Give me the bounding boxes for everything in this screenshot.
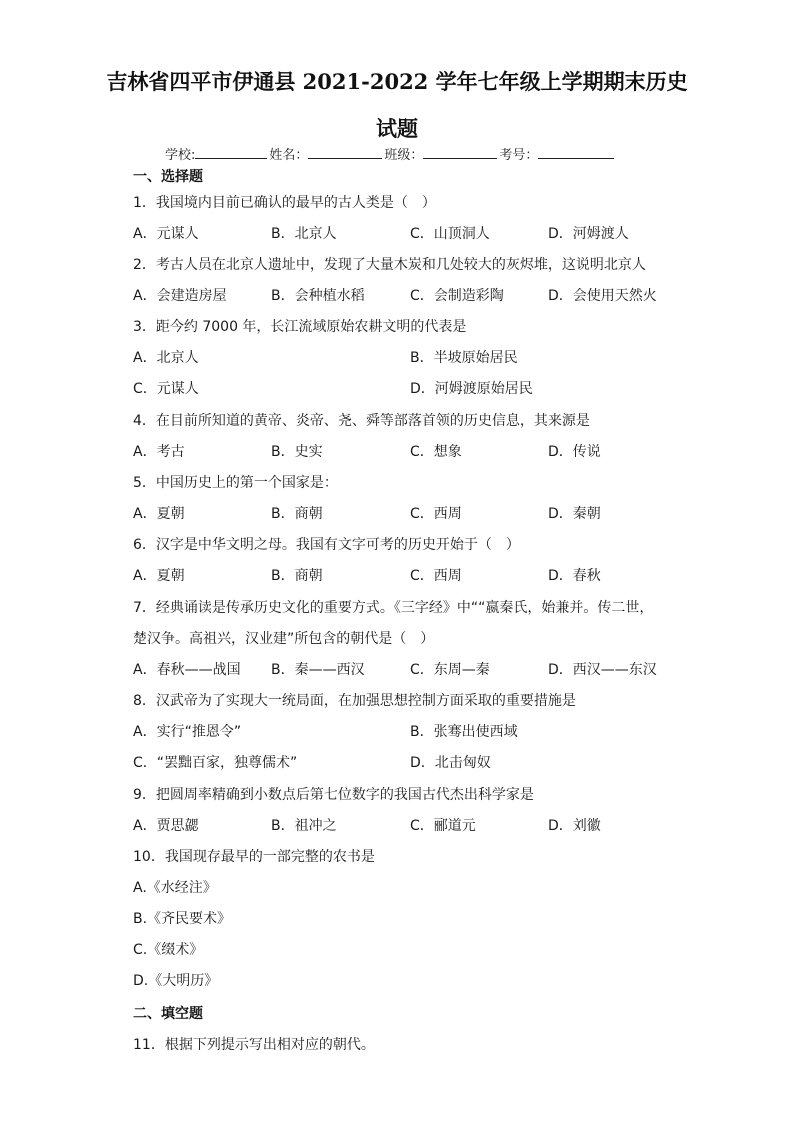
question-8-option-d[interactable]: D．北击匈奴	[410, 755, 491, 771]
question-10-stem: 10．我国现存最早的一部完整的农书是	[133, 849, 375, 865]
question-3-option-c[interactable]: C．元谋人	[133, 381, 199, 397]
question-4-option-a[interactable]: A．考古	[133, 444, 185, 460]
class-label: 班级：	[384, 148, 424, 163]
question-5-option-a[interactable]: A．夏朝	[133, 506, 185, 522]
question-7-option-c[interactable]: C．东周—秦	[410, 662, 490, 678]
section-choice-heading: 一、选择题	[133, 169, 203, 185]
class-blank[interactable]	[423, 144, 497, 159]
question-4-option-c[interactable]: C．想象	[410, 444, 462, 460]
question-1-stem: 1．我国境内目前已确认的最早的古人类是（ ）	[133, 195, 436, 211]
question-9-option-c[interactable]: C．郦道元	[410, 818, 476, 834]
school-label: 学校:	[165, 148, 196, 163]
exam-title-line-1: 吉林省四平市伊通县 2021-2022 学年七年级上学期期末历史	[106, 69, 688, 94]
question-4-option-d[interactable]: D．传说	[548, 444, 601, 460]
exam-title-line-2: 试题	[376, 116, 418, 141]
question-2-option-b[interactable]: B．会种植水稻	[271, 288, 365, 304]
question-1-option-a[interactable]: A．元谋人	[133, 226, 199, 242]
question-6-stem: 6．汉字是中华文明之母。我国有文字可考的历史开始于（ ）	[133, 537, 520, 553]
question-8-stem: 8．汉武帝为了实现大一统局面，在加强思想控制方面采取的重要措施是	[133, 693, 576, 709]
question-7-stem-line-2: 楚汉争。高祖兴，汉业建”所包含的朝代是（ ）	[133, 631, 435, 647]
question-2-option-a[interactable]: A．会建造房屋	[133, 288, 227, 304]
question-2-option-d[interactable]: D．会使用天然火	[548, 288, 657, 304]
question-5-stem: 5．中国历史上的第一个国家是：	[133, 475, 338, 491]
question-9-option-d[interactable]: D．刘徽	[548, 818, 601, 834]
name-label: 姓名：	[269, 148, 309, 163]
question-9-option-b[interactable]: B．祖冲之	[271, 818, 337, 834]
question-8-option-a[interactable]: A．实行“推恩令”	[133, 724, 242, 740]
question-2-option-c[interactable]: C．会制造彩陶	[410, 288, 504, 304]
question-4-stem: 4．在目前所知道的黄帝、炎帝、尧、舜等部落首领的历史信息，其来源是	[133, 413, 590, 429]
question-8-option-c[interactable]: C．“罢黜百家，独尊儒术”	[133, 755, 298, 771]
question-10-option-a[interactable]: A.《水经注》	[133, 880, 217, 896]
question-6-option-b[interactable]: B．商朝	[271, 568, 323, 584]
question-1-option-c[interactable]: C．山顶洞人	[410, 226, 490, 242]
school-blank[interactable]	[195, 144, 267, 159]
question-1-option-d[interactable]: D．河姆渡人	[548, 226, 629, 242]
question-1-option-b[interactable]: B．北京人	[271, 226, 337, 242]
question-6-option-a[interactable]: A．夏朝	[133, 568, 185, 584]
question-10-option-c[interactable]: C.《缀术》	[133, 942, 204, 958]
student-info-row	[165, 144, 616, 163]
question-10-option-b[interactable]: B.《齐民要术》	[133, 911, 232, 927]
question-7-option-d[interactable]: D．西汉——东汉	[548, 662, 657, 678]
question-3-option-a[interactable]: A．北京人	[133, 350, 199, 366]
question-7-option-a[interactable]: A．春秋——战国	[133, 662, 241, 678]
question-7-option-b[interactable]: B．秦——西汉	[271, 662, 365, 678]
section-fill-heading: 二、填空题	[133, 1006, 203, 1022]
exam-number-label: 考号：	[499, 148, 539, 163]
question-9-stem: 9．把圆周率精确到小数点后第七位数字的我国古代杰出科学家是	[133, 787, 534, 803]
question-6-option-d[interactable]: D．春秋	[548, 568, 601, 584]
question-3-option-b[interactable]: B．半坡原始居民	[410, 350, 518, 366]
name-blank[interactable]	[308, 144, 382, 159]
question-8-option-b[interactable]: B．张骞出使西域	[410, 724, 518, 740]
question-5-option-b[interactable]: B．商朝	[271, 506, 323, 522]
question-3-stem: 3．距今约 7000 年，长江流域原始农耕文明的代表是	[133, 319, 467, 335]
exam-number-blank[interactable]	[538, 144, 614, 159]
question-5-option-c[interactable]: C．西周	[410, 506, 462, 522]
question-4-option-b[interactable]: B．史实	[271, 444, 323, 460]
question-5-option-d[interactable]: D．秦朝	[548, 506, 601, 522]
question-3-option-d[interactable]: D．河姆渡原始居民	[410, 381, 533, 397]
question-2-stem: 2．考古人员在北京人遗址中，发现了大量木炭和几处较大的灰烬堆，这说明北京人	[133, 257, 646, 273]
question-7-stem-line-1: 7．经典诵读是传承历史文化的重要方式。《三字经》中““嬴秦氏，始兼并。传二世，	[133, 600, 654, 616]
question-6-option-c[interactable]: C．西周	[410, 568, 462, 584]
question-11-stem: 11．根据下列提示写出相对应的朝代。	[133, 1037, 375, 1053]
question-9-option-a[interactable]: A．贾思勰	[133, 818, 199, 834]
question-10-option-d[interactable]: D.《大明历》	[133, 973, 219, 989]
